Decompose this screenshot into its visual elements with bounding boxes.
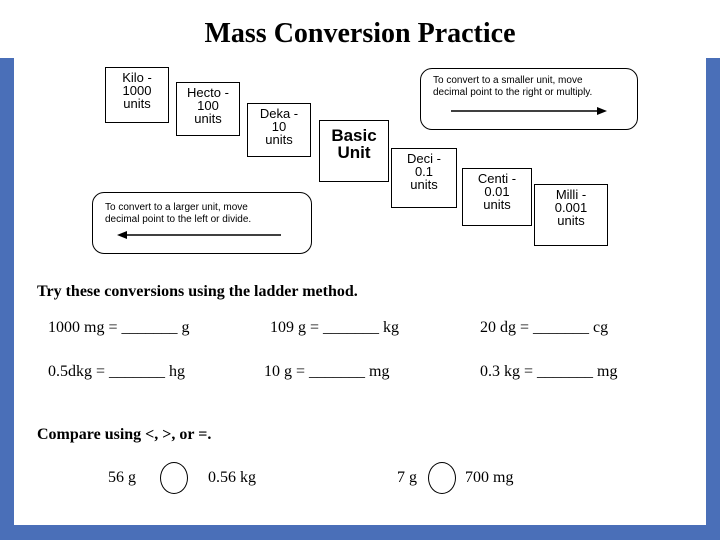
problem-2: 109 g = _______ kg <box>270 319 400 336</box>
problem-3: 20 dg = _______ cg <box>480 319 609 336</box>
step-label: Milli - <box>555 187 587 202</box>
slide-title-bar <box>0 0 720 58</box>
note-line: decimal point to the left or divide. <box>105 214 252 225</box>
problem-1: 1000 mg = _______ g <box>48 319 190 336</box>
step-label: Kilo - <box>122 70 152 85</box>
ladder-step-milli <box>534 184 608 246</box>
content-panel <box>14 58 706 525</box>
page-title: Mass Conversion Practice <box>204 18 516 49</box>
step-unit: units <box>483 197 511 212</box>
arrow-left-icon <box>93 193 313 255</box>
note-smaller-unit <box>420 68 638 130</box>
step-unit: units <box>194 111 222 126</box>
note-line: decimal point to the right or multiply. <box>433 87 593 98</box>
step-value: 0.01 <box>484 184 510 199</box>
arrow-right-icon <box>421 69 639 131</box>
ladder-step-basic <box>319 120 389 182</box>
note-line: To convert to a smaller unit, move <box>433 75 583 86</box>
compare-answer-circle-2[interactable] <box>428 462 456 494</box>
compare-right-1: 0.56 kg <box>208 469 256 486</box>
step-unit: units <box>557 213 585 228</box>
step-label: Hecto - <box>187 85 229 100</box>
step-value: 100 <box>197 98 219 113</box>
practice-heading: Try these conversions using the ladder method. <box>37 283 358 300</box>
step-value: 0.1 <box>414 164 434 179</box>
problem-4: 0.5dkg = _______ hg <box>48 363 186 380</box>
step-label: Deka - <box>259 106 299 121</box>
step-unit: Unit <box>337 143 371 162</box>
ladder-step-centi <box>462 168 532 226</box>
step-unit: units <box>265 132 293 147</box>
compare-heading: Compare using <, >, or =. <box>37 426 212 443</box>
step-unit: units <box>410 177 438 192</box>
ladder-step-kilo <box>105 67 169 123</box>
step-value: 1000 <box>122 83 152 98</box>
step-value: 10 <box>271 119 287 134</box>
step-label: Basic <box>331 126 377 145</box>
step-unit: units <box>123 96 151 111</box>
problem-6: 0.3 kg = _______ mg <box>480 363 618 380</box>
note-larger-unit <box>92 192 312 254</box>
ladder-step-deci <box>391 148 457 208</box>
ladder-step-deka <box>247 103 311 157</box>
step-value: 0.001 <box>554 200 588 215</box>
compare-left-1: 56 g <box>108 469 136 486</box>
compare-left-2: 7 g <box>397 469 417 486</box>
ladder-step-hecto <box>176 82 240 136</box>
step-label: Centi - <box>477 171 517 186</box>
problem-5: 10 g = _______ mg <box>264 363 390 380</box>
compare-right-2: 700 mg <box>465 469 514 486</box>
compare-answer-circle-1[interactable] <box>160 462 188 494</box>
note-line: To convert to a larger unit, move <box>105 202 248 213</box>
step-label: Deci - <box>407 151 441 166</box>
